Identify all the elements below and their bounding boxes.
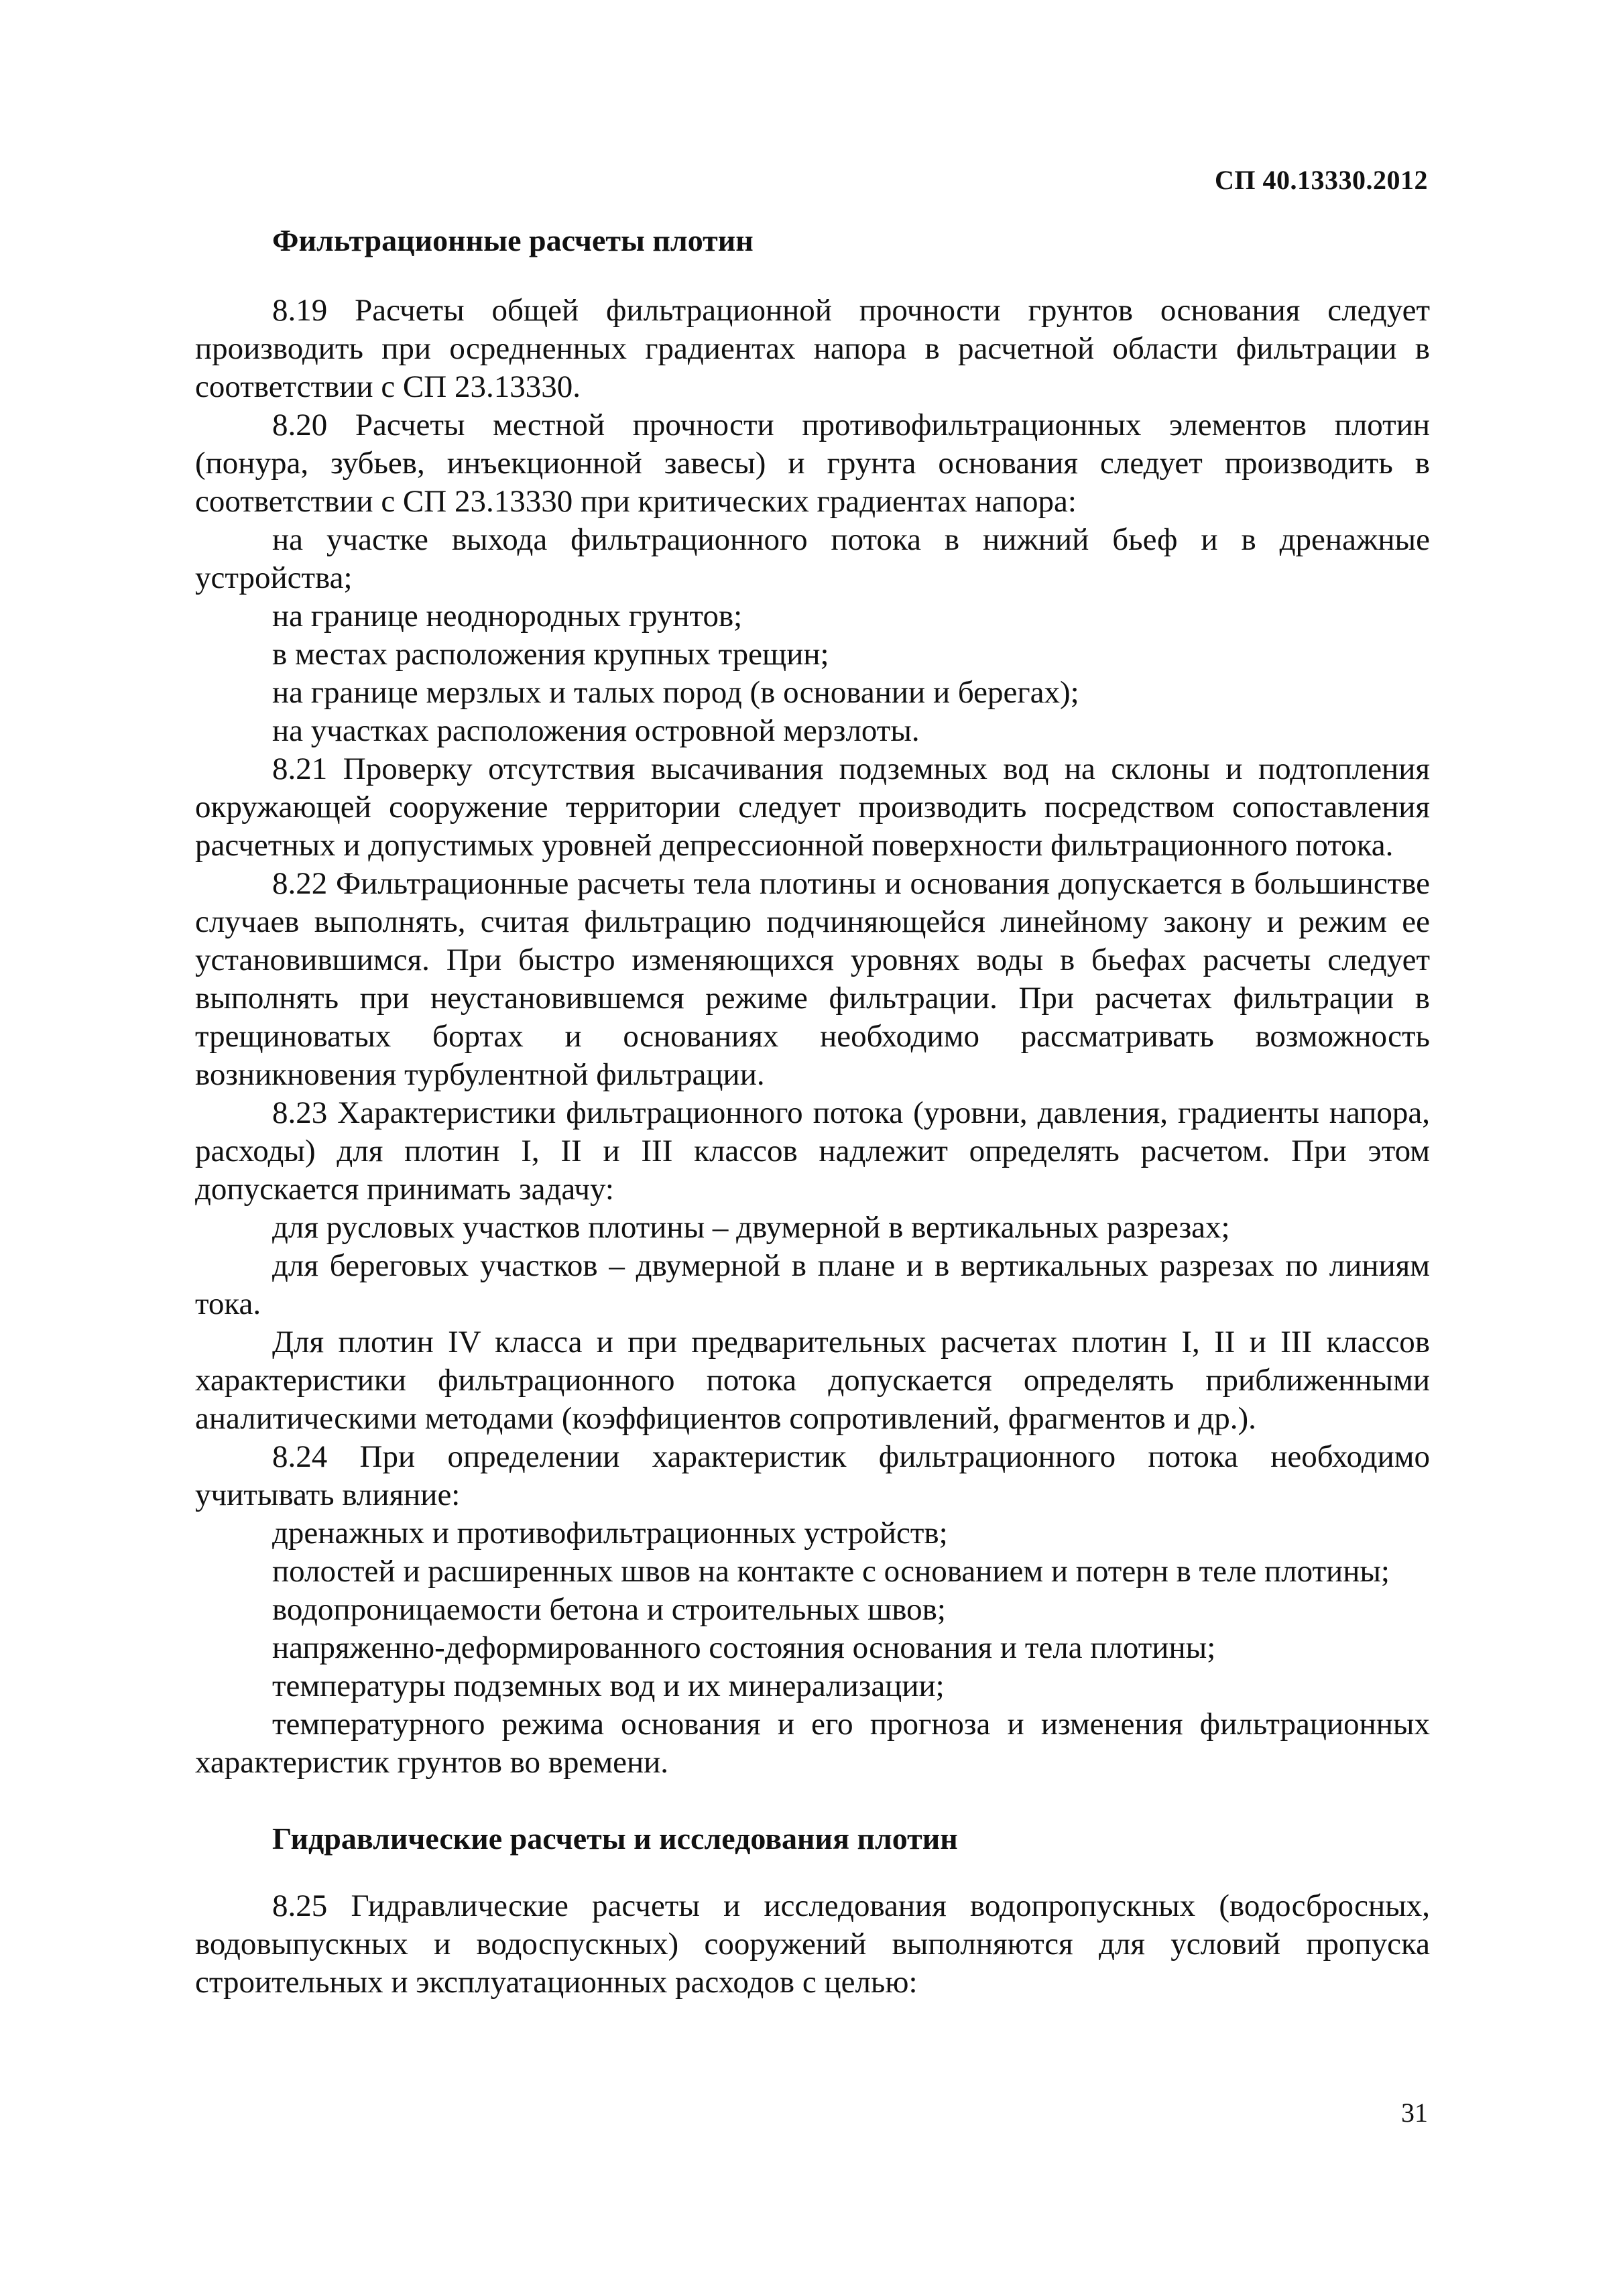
list-item: температурного режима основания и его прогноза и изменения фильтрационных характеристик грунтов во времени. [195,1707,1430,1780]
paragraph-iv-class: Для плотин IV класса и при предварительных расчетах плотин I, II и III классов характеристики фильтрационного потока допускается определять приближенными аналитическими методами (коэффициентов сопротивлений, фрагментов и др.). [195,1325,1430,1436]
list-item: на участке выхода фильтрационного потока в нижний бьеф и в дренажные устройства; [195,522,1430,595]
paragraph-8-22: 8.22 Фильтрационные расчеты тела плотины и основания допускается в большинстве случаев выполнять, считая фильтрацию подчиняющейся линейному закону и режим ее установившимся. При быстро изменяющихся уровнях воды в бьефах расчеты следует выполнять при неустановившемся режиме фильтрации. При расчетах фильтрации в трещиноватых бортах и основаниях необходимо рассматривать возможность возникновения турбулентной фильтрации. [195,866,1430,1092]
document-code: СП 40.13330.2012 [1215,165,1428,195]
list-item: на границе неоднородных грунтов; [272,599,743,633]
list-item: полостей и расширенных швов на контакте с основанием и потерн в теле плотины; [272,1554,1390,1589]
paragraph-8-25: 8.25 Гидравлические расчеты и исследования водопропускных (водосбросных, водовыпускных и водоспускных) сооружений выполняются для условий пропуска строительных и эксплуатационных расходов с целью: [195,1888,1430,2000]
list-item: дренажных и противофильтрационных устройств; [272,1516,948,1551]
list-item: водопроницаемости бетона и строительных швов; [272,1592,946,1627]
page-number: 31 [1401,2098,1428,2128]
list-item: температуры подземных вод и их минерализации; [272,1669,945,1703]
list-item: на границе мерзлых и талых пород (в основании и берегах); [272,675,1079,710]
list-item: для береговых участков – двумерной в плане и в вертикальных разрезах по линиям тока. [195,1248,1430,1321]
list-item: в местах расположения крупных трещин; [272,637,829,672]
paragraph-8-20: 8.20 Расчеты местной прочности противофильтрационных элементов плотин (понура, зубьев, инъекционной завесы) и грунта основания следует производить в соответствии с СП 23.13330 при критических градиентах напора: [195,408,1430,519]
list-item: для русловых участков плотины – двумерной в вертикальных разрезах; [272,1210,1230,1245]
paragraph-8-19: 8.19 Расчеты общей фильтрационной прочности грунтов основания следует производить при осредненных градиентах напора в расчетной области фильтрации в соответствии с СП 23.13330. [195,293,1430,404]
paragraph-8-24: 8.24 При определении характеристик фильтрационного потока необходимо учитывать влияние: [195,1439,1430,1512]
paragraph-8-21: 8.21 Проверку отсутствия высачивания подземных вод на склоны и подтопления окружающей сооружение территории следует производить посредством сопоставления расчетных и допустимых уровней депрессионной поверхности фильтрационного потока. [195,751,1430,863]
list-item: напряженно-деформированного состояния основания и тела плотины; [272,1630,1216,1665]
list-item: на участках расположения островной мерзлоты. [272,713,920,748]
paragraph-8-23: 8.23 Характеристики фильтрационного потока (уровни, давления, градиенты напора, расходы) для плотин I, II и III классов надлежит определять расчетом. При этом допускается принимать задачу: [195,1095,1430,1207]
section-heading: Гидравлические расчеты и исследования плотин [272,1821,958,1856]
section-heading: Фильтрационные расчеты плотин [272,223,754,257]
document-body [195,221,1430,2002]
